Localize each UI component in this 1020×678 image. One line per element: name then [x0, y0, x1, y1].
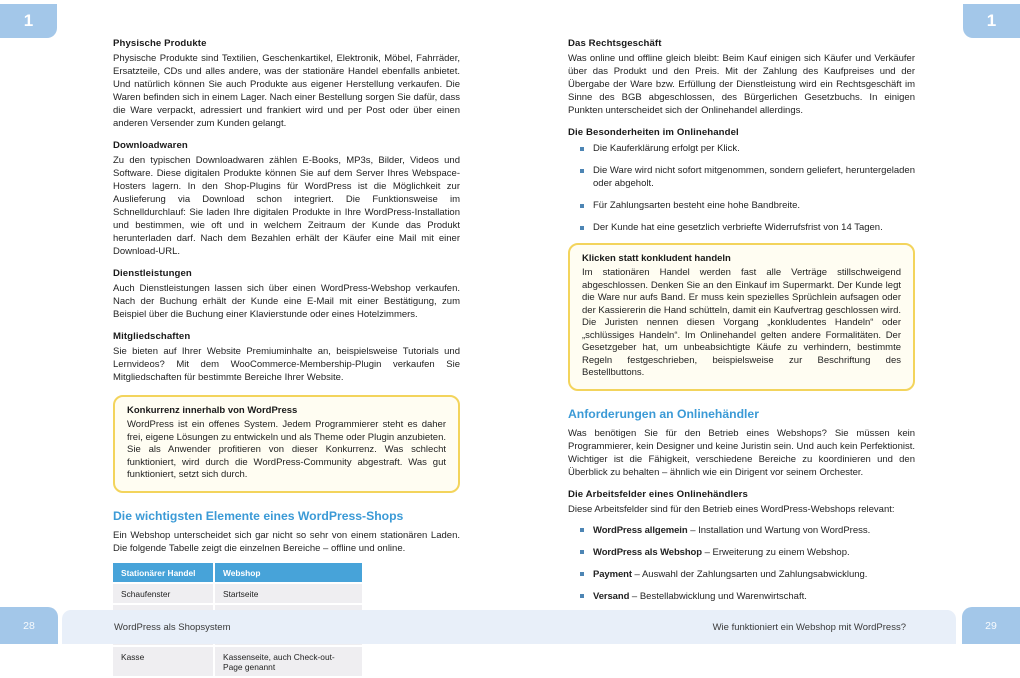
- list-item: Für Zahlungsarten besteht eine hohe Bandbreite.: [580, 199, 915, 212]
- table-cell: Startseite: [215, 584, 362, 603]
- list-item: WordPress allgemein – Installation und Wartung von WordPress.: [580, 524, 915, 537]
- footer-section-title: Wie funktioniert ein Webshop mit WordPress?: [712, 621, 906, 633]
- info-box-body: Im stationären Handel werden fast alle Verträge stillschweigend abgeschlossen. Denken Sie an den Einkauf im Supermarkt. Der Kunde legt die Ware nur aufs Band. Er muss kein spezielles Sprüchlein aufsagen oder der Kassiererin die Hand schütteln, damit ein Kaufvertrag geschlossen wird. Die Juristen nennen diesen Vorgang „konkludentes Handeln“ oder „schlüssiges Handeln“. Im Onlinehandel gelten andere Formalitäten. Der Gesetzgeber hat, um unbeabsichtigte Käufe zu verhindern, bestimmte Regeln festgeschrieben, beispielsweise zur Beschriftung des Bestellbuttons.: [582, 267, 901, 378]
- table-row: [113, 647, 362, 676]
- info-box-konkurrenz: [113, 395, 460, 493]
- list-item: Payment – Auswahl der Zahlungsarten und Zahlungsabwicklung.: [580, 568, 915, 581]
- info-box-body: WordPress ist ein offenes System. Jedem Programmierer steht es daher frei, eigene Lösungen zu entwickeln und als Theme oder Plugin anzubieten. Sie als Anwender profitieren von dieser Konkurrenz. Was schlecht funktioniert, wird durch die WordPress-Community abgestraft. Was gut funktioniert, setzt sich durch.: [127, 419, 446, 480]
- subchapter-heading: Anforderungen an Onlinehändler: [568, 406, 759, 421]
- bullet-square-icon: [580, 226, 584, 230]
- section-paragraph: Was online und offline gleich bleibt: Beim Kauf einigen sich Käufer und Verkäufer über das Produkt und den Preis. Mit der Zahlung des Kaufpreises und der Übergabe der Ware bzw. Erfüllung der Dienstleistung wird ein Rechtsgeschäft im Sinne des BGB abgeschlossen, des Bürgerlichen Gesetzbuchs. In einigen Punkten unterscheidet sich der Onlinehandel allerdings.: [568, 53, 915, 116]
- chapter-tab-top-left: 1: [0, 4, 57, 38]
- list-item: WordPress als Webshop – Erweiterung zu einem Webshop.: [580, 546, 915, 559]
- bullet-square-icon: [580, 528, 584, 532]
- subchapter-intro: Ein Webshop unterscheidet sich gar nicht so sehr von einem stationären Laden. Die folgende Tabelle zeigt die einzelnen Bereiche – offline und online.: [113, 529, 460, 554]
- table-row: [113, 584, 362, 603]
- list-item: Die Kauferklärung erfolgt per Klick.: [580, 142, 915, 155]
- table-header-cell: Stationärer Handel: [113, 563, 213, 582]
- subchapter-heading: Die wichtigsten Elemente eines WordPress-Shops: [113, 508, 404, 523]
- section-heading: Mitgliedschaften: [113, 331, 191, 342]
- section-heading: Die Arbeitsfelder eines Onlinehändlers: [568, 488, 748, 500]
- bullet-square-icon: [580, 204, 584, 208]
- page-number-left: 28: [0, 607, 58, 644]
- table-header-cell: Webshop: [215, 563, 362, 582]
- info-box-klicken: [568, 243, 915, 391]
- bullet-square-icon: [580, 572, 584, 576]
- left-page: [113, 34, 460, 678]
- table-header-row: [113, 563, 362, 582]
- chapter-tab-top-right: 1: [963, 4, 1020, 38]
- section-paragraph: Auch Dienstleistungen lassen sich über einen WordPress-Webshop verkaufen. Nach der Buchung erhält der Kunde eine E-Mail mit einer Bestätigung, zum Beispiel über die Buchung einer Klavierstunde oder eines Hotelzimmers.: [113, 283, 460, 320]
- page-number-right: 29: [962, 607, 1020, 644]
- section-heading: Downloadwaren: [113, 140, 188, 151]
- footer-bar: [62, 610, 956, 644]
- section-heading: Das Rechtsgeschäft: [568, 38, 662, 49]
- footer-chapter-title: WordPress als Shopsystem: [114, 621, 231, 633]
- bullet-square-icon: [580, 147, 584, 151]
- list-item: Die Ware wird nicht sofort mitgenommen, sondern geliefert, heruntergeladen oder abgeholt.: [580, 164, 915, 190]
- right-page: [568, 34, 915, 634]
- list-item: Der Kunde hat eine gesetzlich verbriefte Widerrufsfrist von 14 Tagen.: [580, 221, 915, 234]
- bullet-list-onlinehandel: [568, 142, 915, 234]
- bullet-square-icon: [580, 550, 584, 554]
- list-item: Versand – Bestellabwicklung und Warenwirtschaft.: [580, 590, 915, 603]
- table-cell: Kassenseite, auch Check-out-Page genannt: [215, 647, 362, 676]
- bullet-square-icon: [580, 169, 584, 173]
- section-paragraph: Zu den typischen Downloadwaren zählen E-Books, MP3s, Bilder, Videos und Software. Diese digitalen Produkte können Sie auf dem Server Ihres Webspace-Hosters lagern. In den Shop-Plugins für WordPress ist die Möglichkeit zur Auslieferung via Download schon integriert. Die Funktionsweise im Schnelldurchlauf: Sie laden Ihre digitalen Produkte in Ihre WordPress-Installation und bestimmen, wie oft und in welchem Zeitraum der Kunde das Produkt herunterladen darf. Nach dem Bezahlen erhält der Käufer eine Mail mit einer Download-URL.: [113, 155, 460, 257]
- section-heading: Die Besonderheiten im Onlinehandel: [568, 127, 739, 138]
- section-paragraph: Physische Produkte sind Textilien, Geschenkartikel, Elektronik, Möbel, Fahrräder, Ersatzteile, CDs und alles andere, was der stationäre Handel ebenfalls anbietet. Und natürlich können Sie auch Produkte aus eigener Herstellung verkaufen. Die Waren befinden sich in einem Lager. Nach einer Bestellung sorgen Sie dafür, dass die Ware verpackt, adressiert und frankiert wird und per Post oder über einen anderen Versender zum Kunden gelangt.: [113, 53, 460, 129]
- section-heading: Physische Produkte: [113, 38, 207, 49]
- section-heading: Dienstleistungen: [113, 268, 192, 279]
- workfields-intro: Diese Arbeitsfelder sind für den Betrieb eines WordPress-Webshops relevant:: [568, 503, 895, 515]
- table-cell: Kasse: [113, 647, 213, 676]
- section-paragraph: Sie bieten auf Ihrer Website Premiuminhalte an, beispielsweise Tutorials und Lernvideos? Mit dem WooCommerce-Membership-Plugin verkaufen Sie Mitgliedschaften für bestimmte Bereiche Ihrer Website.: [113, 346, 460, 383]
- bullet-square-icon: [580, 594, 584, 598]
- subchapter-paragraph: Was benötigen Sie für den Betrieb eines Webshops? Sie müssen kein Programmierer, kein Designer und keine Juristin sein. Und auch kein Perfektionist. Wichtiger ist die Fähigkeit, verschiedene Bereiche zu koordinieren und den Überblick zu behalten – ähnlich wie ein Dirigent vor seinem Orchester.: [568, 427, 915, 478]
- info-box-title: Klicken statt konkludent handeln: [582, 253, 731, 264]
- info-box-title: Konkurrenz innerhalb von WordPress: [127, 405, 298, 416]
- table-cell: Schaufenster: [113, 584, 213, 603]
